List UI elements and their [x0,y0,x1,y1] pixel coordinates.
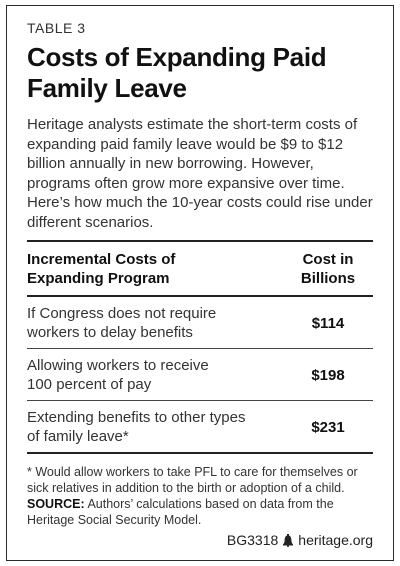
credit-line [227,532,373,548]
table-number: TABLE 3 [27,20,86,36]
row-label: Extending benefits to other types of family leave* [27,401,283,454]
table-header-row [27,241,373,296]
liberty-bell-icon [282,534,294,547]
title-line-2: Family Leave [27,73,187,103]
row-cost: $231 [283,401,373,454]
row-cost: $114 [283,296,373,349]
cost-table [27,240,373,454]
header-cost: Cost in Billions [283,241,373,296]
row-cost: $198 [283,349,373,401]
credit-code: BG3318 [226,532,279,548]
row-label: Allowing workers to receive 100 percent of pay [27,349,283,401]
source-text: Authors’ calculations based on data from the Heritage Social Security Model. [27,497,334,527]
header-label: Incremental Costs of Expanding Program [27,241,283,296]
source-label: SOURCE: [27,497,85,511]
row-label: If Congress does not require workers to delay benefits [27,296,283,349]
table-row [27,349,373,401]
footnote [27,464,373,528]
table-card [6,5,394,561]
intro-text: Heritage analysts estimate the short-term costs of expanding paid family leave would be $9 to $12 billion annually in new borrowing. However, programs often grow more expansive over time. Here’s how much the 10-year costs could rise under different scenarios. [27,116,373,231]
page-title [27,42,373,104]
title-line-1: Costs of Expanding Paid [27,42,327,72]
table-row [27,401,373,454]
footnote-text: * Would allow workers to take PFL to care for themselves or sick relatives in addition to the birth or adoption of a child. [27,465,358,495]
table-row [27,296,373,349]
credit-site: heritage.org [298,532,373,548]
